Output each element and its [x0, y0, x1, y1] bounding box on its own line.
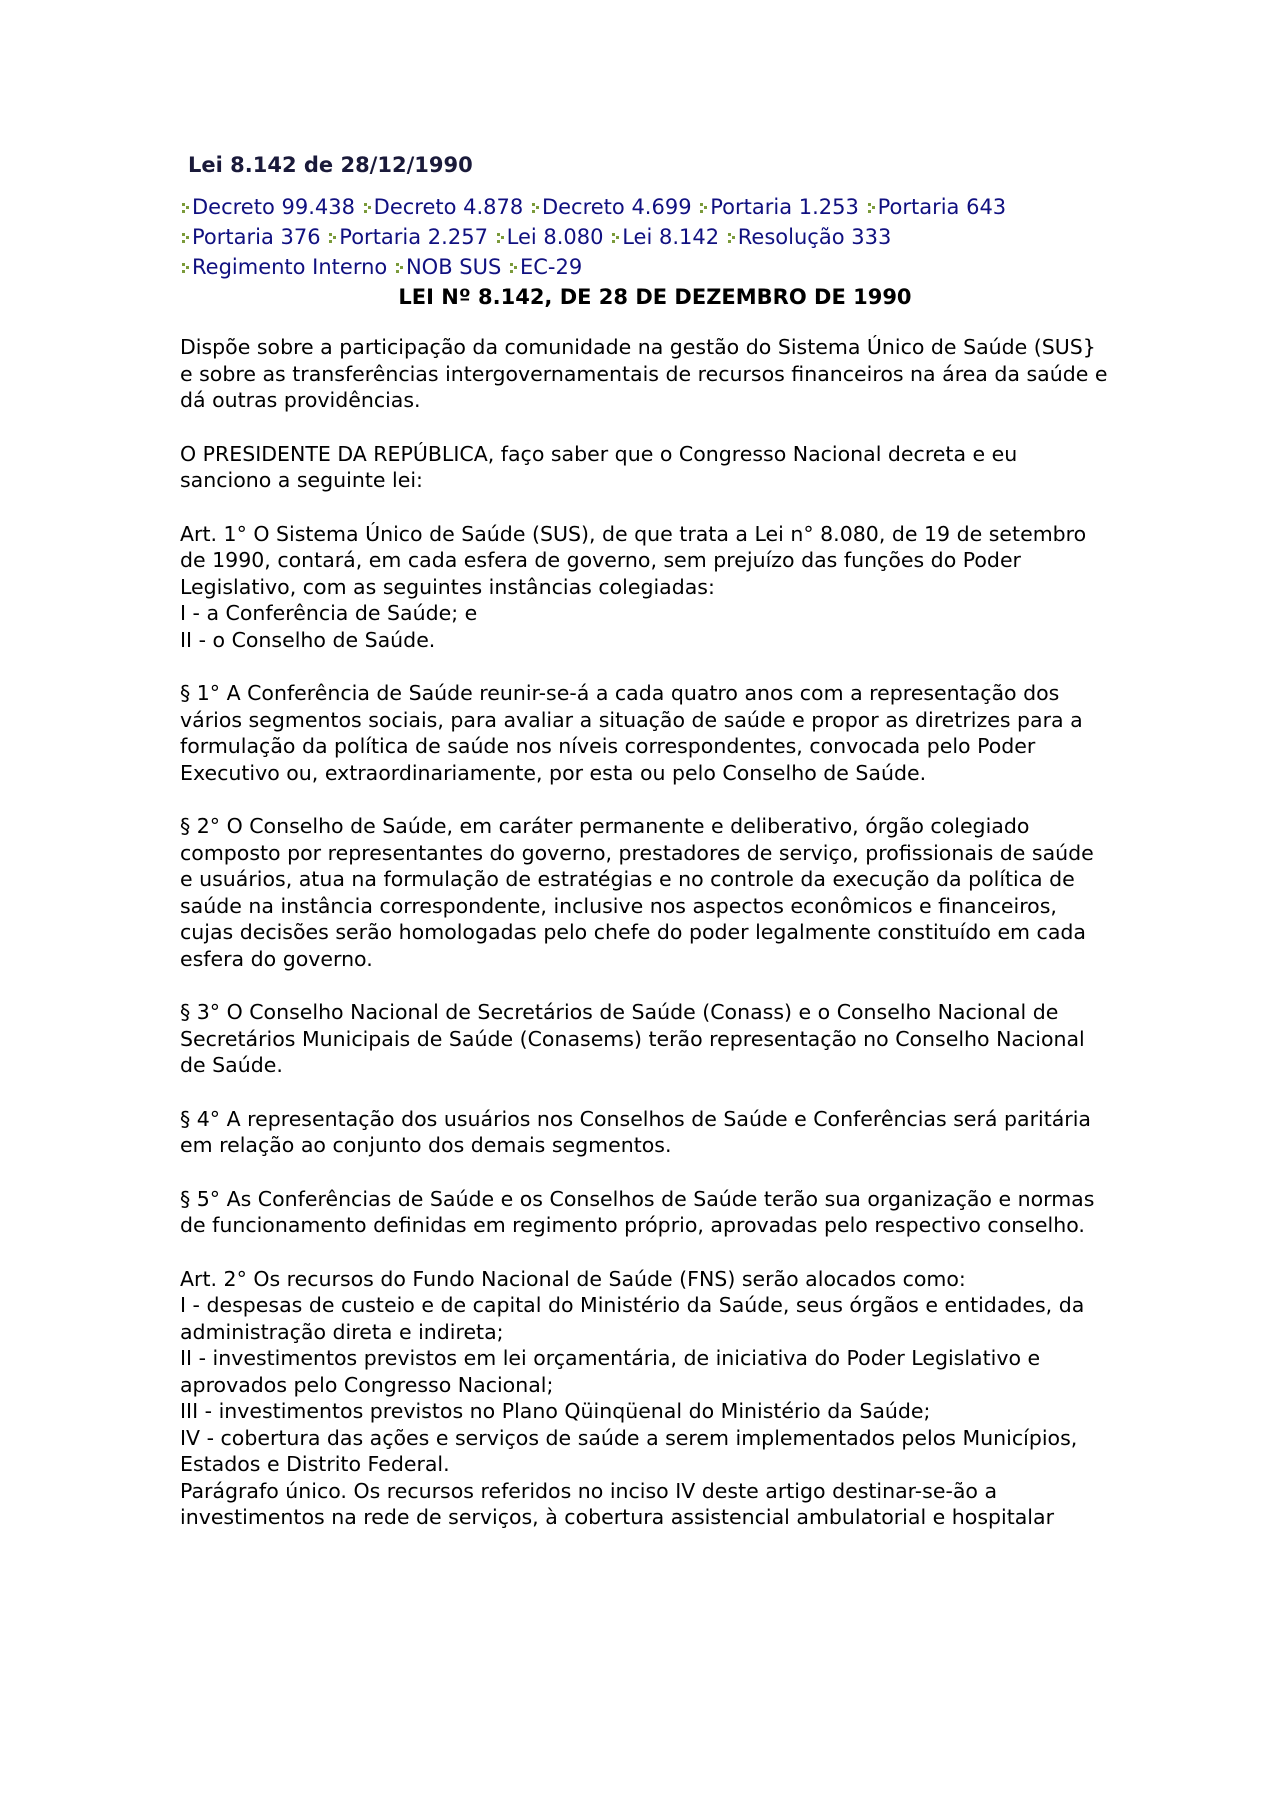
- paragraph-line: I - a Conferência de Saúde; e: [180, 601, 478, 625]
- nav-link[interactable]: Lei 8.142: [622, 225, 720, 249]
- paragraph-line: § 3° O Conselho Nacional de Secretários de Saúde (Conass) e o Conselho Nacional de Secretários Municipais de Saúde (Conasems) terão representação no Conselho Nacional de Saúde.: [180, 1000, 1085, 1077]
- nav-link[interactable]: Portaria 1.253: [710, 195, 859, 219]
- law-heading: LEI Nº 8.142, DE 28 DE DEZEMBRO DE 1990: [398, 285, 912, 309]
- related-laws-nav: [180, 192, 1110, 282]
- nav-link[interactable]: Decreto 4.878: [373, 195, 524, 219]
- nav-link[interactable]: Decreto 4.699: [541, 195, 692, 219]
- nav-link[interactable]: Portaria 643: [877, 195, 1007, 219]
- nav-link[interactable]: Regimento Interno: [192, 255, 388, 279]
- paragraph: [180, 1186, 1110, 1239]
- paragraph-line: II - o Conselho de Saúde.: [180, 627, 436, 652]
- paragraph: [180, 334, 1110, 414]
- paragraph-line: Parágrafo único. Os recursos referidos no inciso IV deste artigo destinar-se-ão a investimentos na rede de serviços, à cobertura assistencial ambulatorial e hospitalar: [180, 1478, 1054, 1529]
- nav-link[interactable]: Portaria 2.257: [339, 225, 488, 249]
- document-page: [180, 150, 1110, 1558]
- document-title: Lei 8.142 de 28/12/1990: [188, 153, 473, 177]
- paragraph: [180, 1266, 1110, 1531]
- paragraph: [180, 680, 1110, 786]
- paragraph-line: § 4° A representação dos usuários nos Conselhos de Saúde e Conferências será paritária em relação ao conjunto dos demais segmentos.: [180, 1106, 1091, 1157]
- paragraph-line: § 2° O Conselho de Saúde, em caráter permanente e deliberativo, órgão colegiado composto por representantes do governo, prestadores de serviço, profissionais de saúde e usuários, atua na formulação de estratégias e no controle da execução da política de saúde na instância correspondente, inclusive nos aspectos econômicos e financeiros, cujas decisões serão homologadas pelo chefe do poder legalmente constituído em cada esfera do governo.: [180, 814, 1094, 971]
- paragraph: [180, 1106, 1110, 1159]
- bullet-icon: [182, 201, 189, 215]
- nav-line: [180, 252, 1110, 282]
- paragraph-line: I - despesas de custeio e de capital do Ministério da Saúde, seus órgãos e entidades, da administração direta e indireta;: [180, 1293, 1085, 1344]
- nav-line: [180, 192, 1110, 222]
- bullet-icon: [182, 231, 189, 245]
- law-body: [180, 334, 1110, 1531]
- paragraph: [180, 521, 1110, 654]
- bullet-icon: [396, 261, 403, 275]
- nav-line: [180, 222, 1110, 252]
- nav-link[interactable]: EC-29: [520, 255, 583, 279]
- paragraph-line: § 5° As Conferências de Saúde e os Conselhos de Saúde terão sua organização e normas de funcionamento definidas em regimento próprio, aprovadas pelo respectivo conselho.: [180, 1186, 1095, 1237]
- nav-link[interactable]: NOB SUS: [405, 255, 502, 279]
- nav-link[interactable]: Portaria 376: [192, 225, 321, 249]
- paragraph-line: IV - cobertura das ações e serviços de saúde a serem implementados pelos Municípios, Estados e Distrito Federal.: [180, 1425, 1078, 1476]
- bullet-icon: [497, 231, 504, 245]
- paragraph: [180, 441, 1110, 494]
- paragraph-line: O PRESIDENTE DA REPÚBLICA, faço saber que o Congresso Nacional decreta e eu sanciono a seguinte lei:: [180, 441, 1018, 492]
- paragraph-line: Dispõe sobre a participação da comunidade na gestão do Sistema Único de Saúde (SUS} e sobre as transferências intergovernamentais de recursos financeiros na área da saúde e dá outras providências.: [180, 335, 1108, 412]
- paragraph: [180, 813, 1110, 972]
- bullet-icon: [728, 231, 735, 245]
- bullet-icon: [700, 201, 707, 215]
- nav-link[interactable]: Resolução 333: [737, 225, 892, 249]
- paragraph-line: Art. 1° O Sistema Único de Saúde (SUS), de que trata a Lei n° 8.080, de 19 de setembro de 1990, contará, em cada esfera de governo, sem prejuízo das funções do Poder Legislativo, com as seguintes instâncias colegiadas:: [180, 521, 1087, 599]
- nav-link[interactable]: Decreto 99.438: [192, 195, 355, 219]
- paragraph-line: Art. 2° Os recursos do Fundo Nacional de Saúde (FNS) serão alocados como:: [180, 1266, 966, 1291]
- paragraph-line: III - investimentos previstos no Plano Qüinqüenal do Ministério da Saúde;: [180, 1399, 931, 1423]
- bullet-icon: [868, 201, 875, 215]
- nav-link[interactable]: Lei 8.080: [506, 225, 604, 249]
- bullet-icon: [510, 261, 517, 275]
- bullet-icon: [364, 201, 371, 215]
- paragraph-line: II - investimentos previstos em lei orçamentária, de iniciativa do Poder Legislativo e aprovados pelo Congresso Nacional;: [180, 1346, 1041, 1397]
- paragraph-line: § 1° A Conferência de Saúde reunir-se-á a cada quatro anos com a representação dos vários segmentos sociais, para avaliar a situação de saúde e propor as diretrizes para a formulação da política de saúde nos níveis correspondentes, convocada pelo Poder Executivo ou, extraordinariamente, por esta ou pelo Conselho de Saúde.: [180, 681, 1083, 785]
- bullet-icon: [182, 261, 189, 275]
- paragraph: [180, 999, 1110, 1079]
- bullet-icon: [329, 231, 336, 245]
- bullet-icon: [612, 231, 619, 245]
- bullet-icon: [532, 201, 539, 215]
